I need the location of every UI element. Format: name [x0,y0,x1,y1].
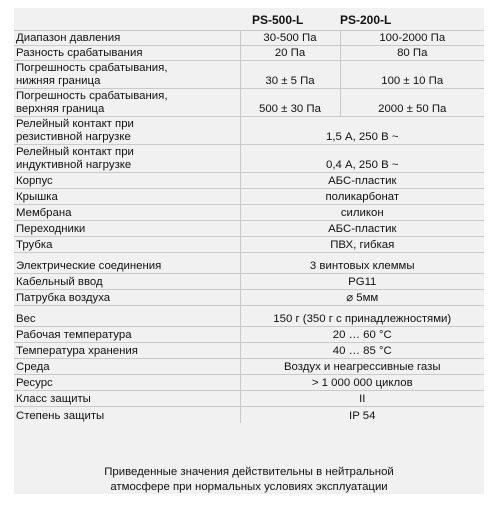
spec-label-line: Кабельный ввод [16,276,103,288]
spec-label-line: Трубка [16,239,53,251]
spec-label [14,306,240,327]
spec-label-line: Рабочая температура [16,329,132,341]
spec-label-line: Погрешность срабатывания, [16,90,168,102]
spec-row [14,61,484,89]
spec-label-line: Крышка [16,191,58,203]
footnote-line-1: Приведенные значения действительны в нейтральной [104,466,394,478]
spec-label-line: Степень защиты [16,409,105,422]
spec-row [14,89,484,117]
spec-label [14,61,240,89]
spec-value: Воздух и неагрессивные газы [240,359,484,375]
spec-label [14,173,240,189]
spec-label-line: индуктивной нагрузке [16,159,132,171]
spec-value: IP 54 [240,407,484,423]
column-header-ps200: PS-200-L [340,13,392,27]
spec-label [14,237,240,253]
spec-label [14,221,240,237]
spec-value: > 1 000 000 циклов [240,375,484,391]
spec-label [14,145,240,173]
spec-value: PG11 [240,274,484,290]
spec-value-ps200: 80 Па [340,46,484,61]
spec-value: 40 … 85 °С [240,343,484,359]
spec-label [14,189,240,205]
spec-label [14,359,240,375]
spec-label-line: Погрешность срабатывания, [16,62,168,74]
spec-row [14,253,484,274]
spec-value-ps500: 30 ± 5 Па [240,61,340,89]
spec-label-line: нижняя граница [16,75,101,87]
spec-value-ps200: 100-2000 Па [340,31,484,46]
spec-label [14,46,240,61]
spec-label-line: Корпус [16,175,53,187]
spec-value: ПВХ, гибкая [240,237,484,253]
spec-label-line: Мембрана [16,207,72,219]
spec-value: ⌀ 5мм [240,290,484,306]
spec-row [14,145,484,173]
specification-table-body [14,31,484,423]
spec-row [14,290,484,306]
spec-label-line: Ресурс [16,377,53,389]
spec-label-line: Класс защиты [16,393,91,405]
spec-row [14,327,484,343]
column-header-row [14,8,484,30]
spec-row [14,117,484,145]
spec-value: 20 … 60 °С [240,327,484,343]
spec-row [14,375,484,391]
spec-label-line: Среда [16,361,50,373]
spec-label [14,31,240,46]
spec-label-line: Вес [16,313,36,325]
spec-value: АБС-пластик [240,173,484,189]
spec-label [14,205,240,221]
spec-row [14,173,484,189]
spec-label [14,253,240,274]
spec-row [14,205,484,221]
spec-label [14,407,240,423]
spec-value: II [240,391,484,407]
spec-sheet [14,8,484,494]
spec-label [14,343,240,359]
spec-row [14,274,484,290]
footnote [14,465,484,495]
spec-value-ps500: 500 ± 30 Па [240,89,340,117]
spec-label [14,290,240,306]
spec-value-ps200: 2000 ± 50 Па [340,89,484,117]
spec-label [14,274,240,290]
spec-label-line: Разность срабатывания [16,47,143,59]
spec-label-line: Релейный контакт при [16,118,134,130]
spec-row [14,237,484,253]
spec-label [14,89,240,117]
column-header-ps500: PS-500-L [252,13,304,27]
spec-row [14,31,484,46]
spec-label-line: Релейный контакт при [16,146,134,158]
spec-label-line: Диапазон давления [16,32,121,44]
spec-label [14,117,240,145]
spec-label-line: Электрические соединения [16,260,162,272]
spec-value: АБС-пластик [240,221,484,237]
spec-value: силикон [240,205,484,221]
spec-value-ps200: 100 ± 10 Па [340,61,484,89]
spec-value: 150 г (350 г с принадлежностями) [240,306,484,327]
spec-row [14,46,484,61]
spec-label-line: резистивной нагрузке [16,131,131,143]
spec-row [14,407,484,423]
footnote-line-2: атмосфере при нормальных условиях эксплуатации [110,481,388,493]
spec-label-line: Температура хранения [16,345,138,357]
spec-row [14,343,484,359]
spec-value: поликарбонат [240,189,484,205]
spec-label-line: Переходники [16,223,86,235]
spec-value-ps500: 30-500 Па [240,31,340,46]
spec-row [14,221,484,237]
spec-label-line: Патрубка воздуха [16,292,111,304]
spec-row [14,189,484,205]
spec-value: 1,5 А, 250 В ~ [240,117,484,145]
specification-table [14,30,484,423]
spec-label [14,391,240,407]
spec-value: 0,4 А, 250 В ~ [240,145,484,173]
spec-label [14,327,240,343]
spec-value-ps500: 20 Па [240,46,340,61]
spec-label-line: верхняя граница [16,103,105,115]
spec-row [14,359,484,375]
spec-row [14,306,484,327]
spec-label [14,375,240,391]
spec-value: 3 винтовых клеммы [240,253,484,274]
spec-row [14,391,484,407]
